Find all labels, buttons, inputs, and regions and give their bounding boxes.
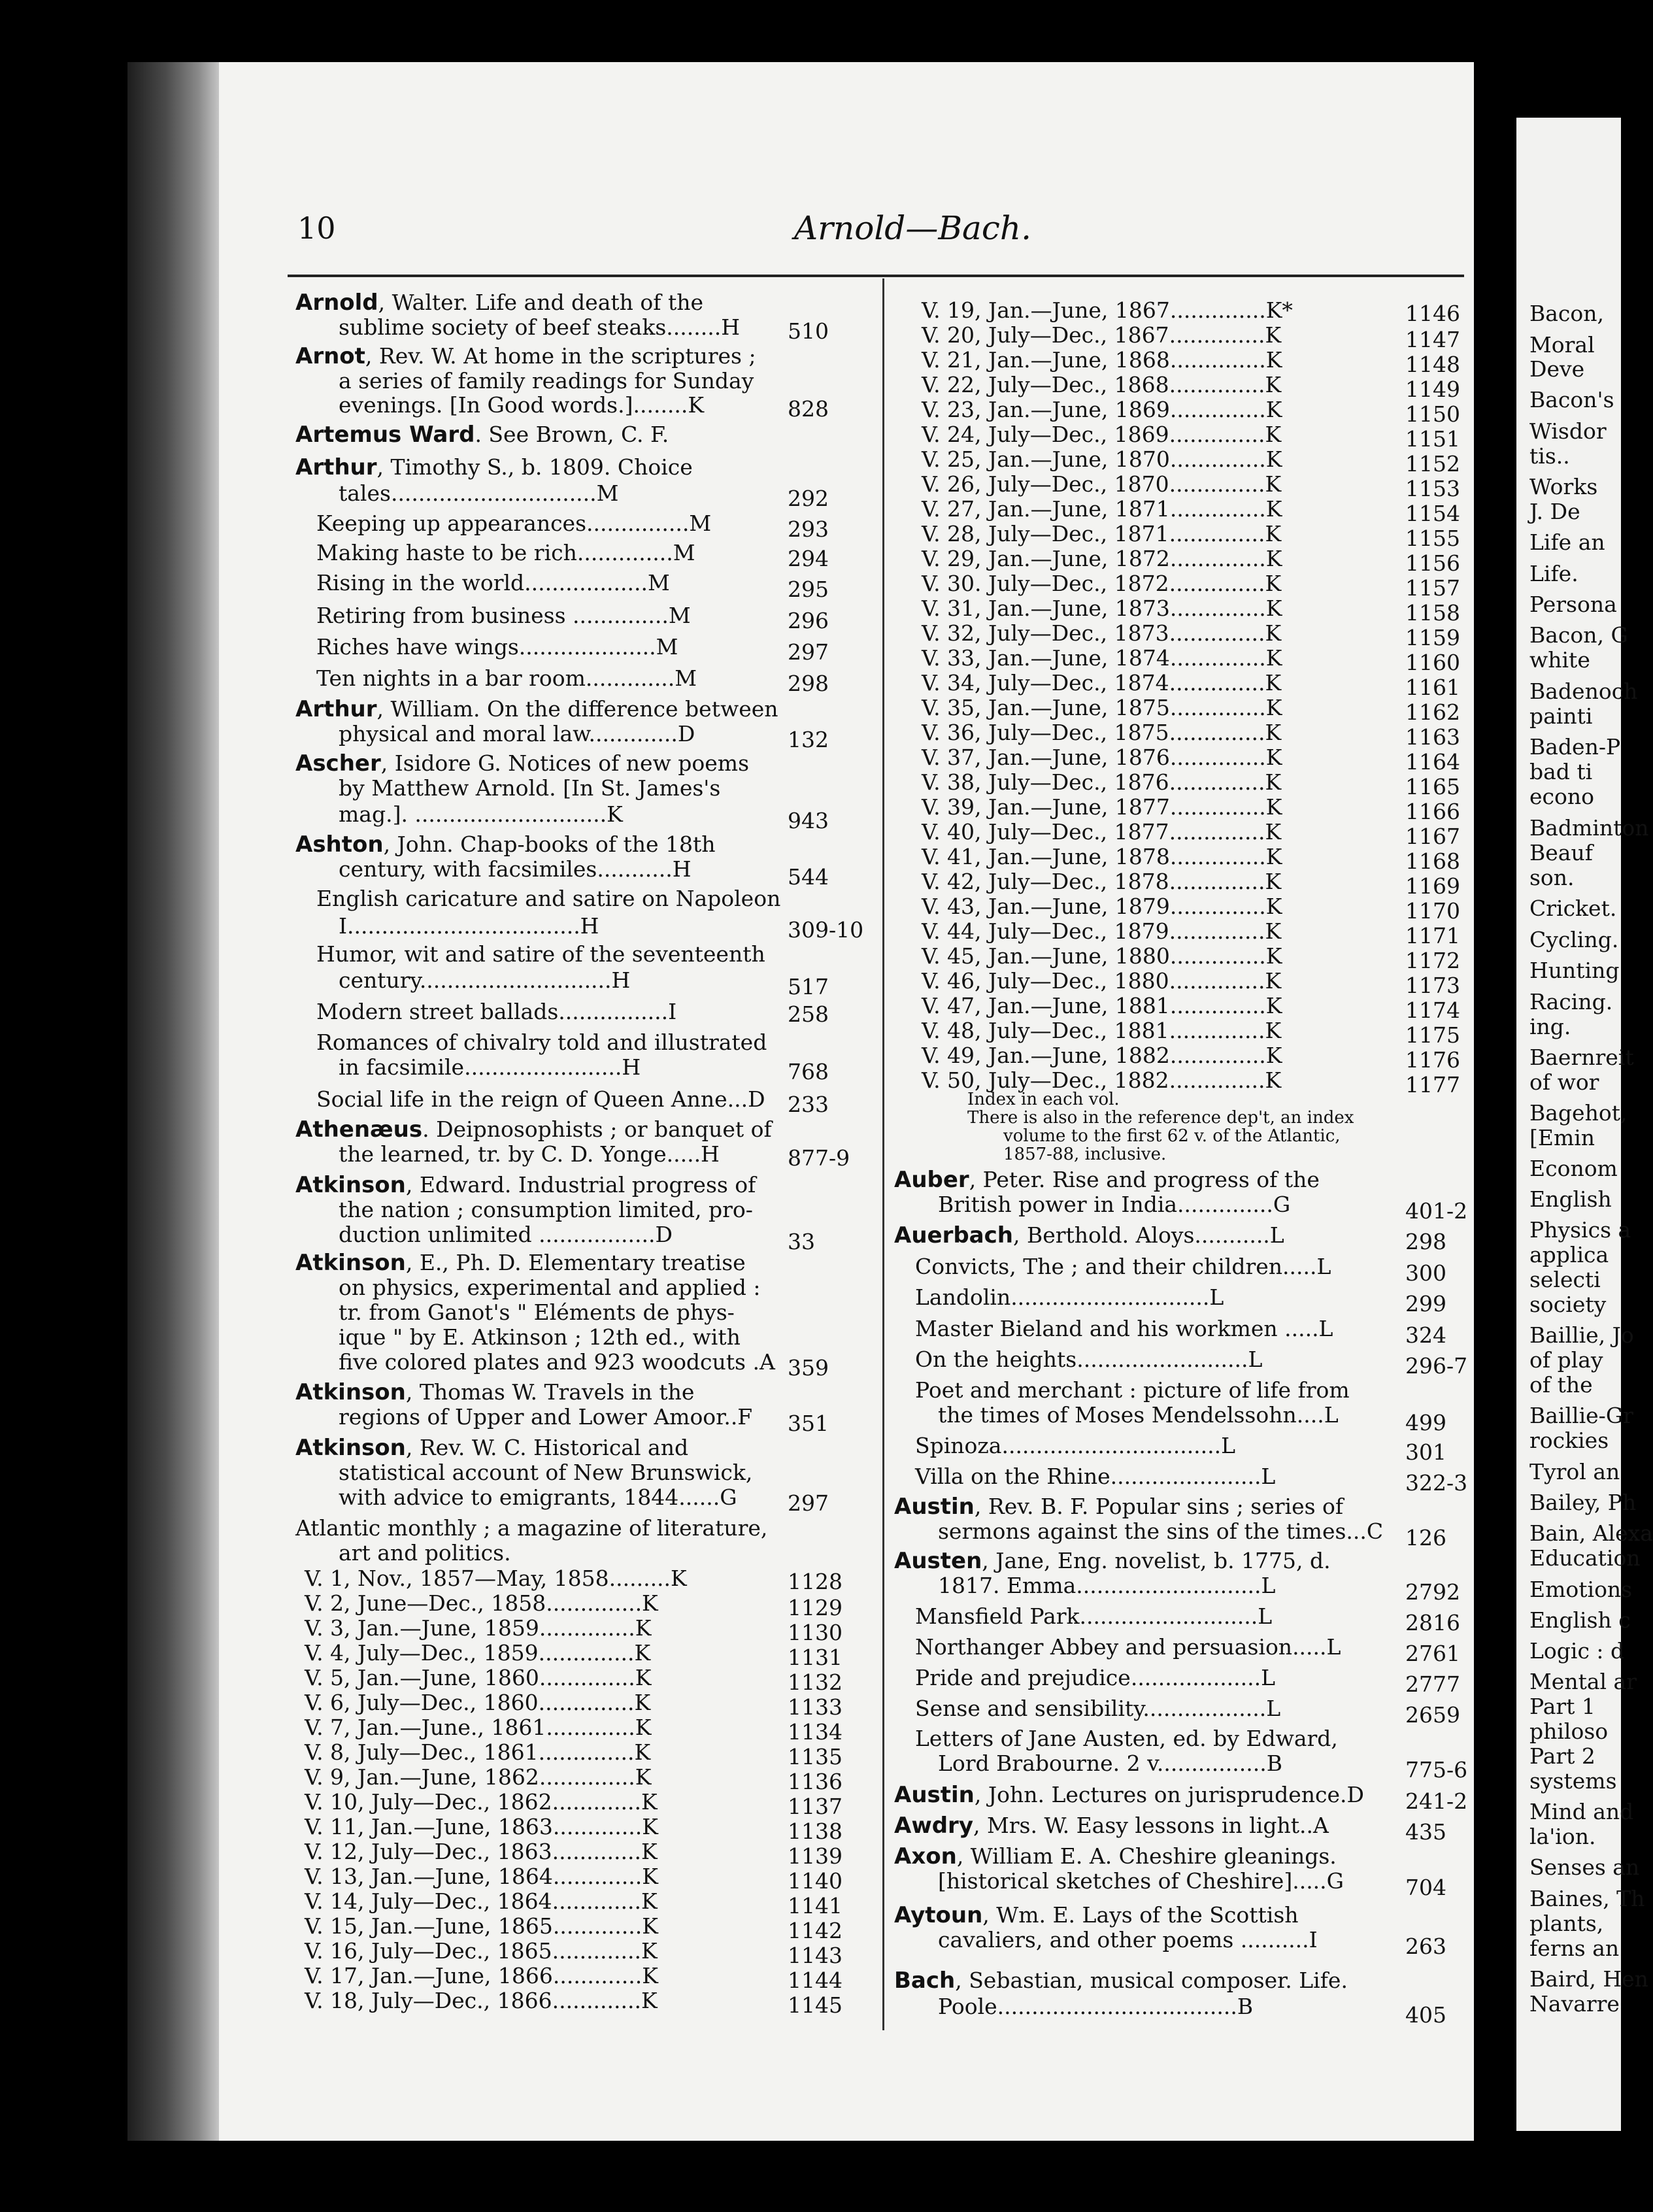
left-entry-line: tr. from Ganot's " Eléments de phys-: [339, 1299, 735, 1325]
left-entry-line: Humor, wit and satire of the seventeenth: [316, 941, 765, 967]
right-note-line: 1857-88, inclusive.: [1003, 1145, 1167, 1164]
next-page-fragment: [1516, 118, 1653, 2131]
right-call-number: 1155: [1405, 526, 1460, 551]
right-entry-line: V. 19, Jan.—June, 1867..............K*: [922, 297, 1293, 323]
next-page-line: Senses an: [1529, 1854, 1640, 1880]
left-entry-line: V. 11, Jan.—June, 1863.............K: [305, 1814, 658, 1839]
right-entry-line: Poole...................................B: [938, 1994, 1254, 2019]
right-entry-line: V. 47, Jan.—June, 1881..............K: [922, 993, 1282, 1018]
right-entry-line: V. 43, Jan.—June, 1879..............K: [922, 894, 1282, 919]
right-entry-line: V. 29, Jan.—June, 1872..............K: [922, 546, 1282, 571]
next-page-line: Baillie-Gr: [1529, 1403, 1633, 1428]
next-page-line: Education: [1529, 1545, 1641, 1571]
next-page-line: Baernreit: [1529, 1045, 1634, 1070]
right-entry-line: V. 27, Jan.—June, 1871..............K: [922, 496, 1282, 522]
left-entry-line: century, with facsimiles...........H: [339, 856, 692, 882]
left-call-number: 233: [788, 1092, 829, 1117]
left-entry-line: V. 15, Jan.—June, 1865.............K: [305, 1913, 658, 1939]
right-call-number: 1176: [1405, 1047, 1460, 1073]
next-page-line: painti: [1529, 703, 1593, 729]
next-page-line: of the: [1529, 1372, 1593, 1398]
right-entry-line: Poet and merchant : picture of life from: [915, 1377, 1350, 1403]
right-call-number: 1150: [1405, 401, 1460, 427]
right-call-number: 301: [1405, 1439, 1446, 1465]
right-entry-line: Aytoun, Wm. E. Lays of the Scottish: [894, 1902, 1299, 1928]
left-call-number: 296: [788, 608, 829, 633]
left-entry-line: sublime society of beef steaks........H: [339, 314, 740, 340]
right-call-number: 298: [1405, 1229, 1446, 1254]
next-page-line: rockies: [1529, 1428, 1609, 1453]
next-page-line: Baird, Hen: [1529, 1966, 1648, 1992]
left-entry-line: tales..............................M: [339, 480, 619, 506]
right-entry-line: V. 45, Jan.—June, 1880..............K: [922, 943, 1282, 969]
right-call-number: 1177: [1405, 1072, 1460, 1098]
next-page-line: Moral: [1529, 332, 1595, 358]
left-call-number: 544: [788, 864, 829, 890]
page-number: 10: [297, 210, 336, 246]
left-entry-line: a series of family readings for Sunday: [339, 368, 754, 394]
right-call-number: 1164: [1405, 749, 1460, 775]
left-entry-line: Artemus Ward. See Brown, C. F.: [295, 422, 669, 448]
right-call-number: 1162: [1405, 699, 1460, 725]
next-page-line: Bailey, Ph: [1529, 1490, 1637, 1515]
right-entry-line: V. 44, July—Dec., 1879..............K: [922, 918, 1282, 944]
left-call-number: 1131: [788, 1645, 843, 1670]
right-entry-line: V. 46, July—Dec., 1880..............K: [922, 968, 1282, 994]
left-call-number: 943: [788, 808, 829, 833]
right-call-number: 2761: [1405, 1641, 1460, 1666]
right-call-number: 775-6: [1405, 1757, 1468, 1783]
right-call-number: 2777: [1405, 1671, 1460, 1697]
right-entry-line: Awdry, Mrs. W. Easy lessons in light..A: [894, 1813, 1329, 1839]
next-page-line: Beauf: [1529, 840, 1593, 865]
next-page-line: Mental ar: [1529, 1669, 1637, 1694]
left-call-number: 351: [788, 1411, 829, 1436]
left-call-number: 877-9: [788, 1145, 850, 1171]
next-page-line: Wisdor: [1529, 418, 1607, 444]
right-entry-line: V. 40, July—Dec., 1877..............K: [922, 819, 1282, 845]
next-page-line: Logic : d: [1529, 1638, 1625, 1664]
left-call-number: 33: [788, 1229, 815, 1254]
left-call-number: 1140: [788, 1868, 843, 1894]
next-page-line: Part 1: [1529, 1694, 1595, 1719]
left-call-number: 1133: [788, 1694, 843, 1720]
left-entry-line: on physics, experimental and applied :: [339, 1275, 761, 1300]
left-entry-line: V. 17, Jan.—June, 1866.............K: [305, 1963, 658, 1988]
next-page-line: [Emin: [1529, 1125, 1595, 1150]
right-entry-line: V. 20, July—Dec., 1867..............K: [922, 322, 1282, 348]
book-edge: [127, 62, 222, 2141]
right-call-number: 296-7: [1405, 1353, 1468, 1379]
left-call-number: 295: [788, 577, 829, 602]
left-entry-line: the nation ; consumption limited, pro-: [339, 1197, 753, 1222]
left-call-number: 1138: [788, 1818, 843, 1844]
left-call-number: 1137: [788, 1794, 843, 1819]
left-entry-line: V. 7, Jan.—June., 1861.............K: [305, 1715, 652, 1740]
right-call-number: 2659: [1405, 1702, 1460, 1728]
next-page-line: Bacon,: [1529, 301, 1605, 326]
right-call-number: 1173: [1405, 973, 1460, 998]
right-call-number: 324: [1405, 1322, 1446, 1348]
left-entry-line: Arnot, Rev. W. At home in the scriptures ;: [295, 343, 756, 369]
left-entry-line: V. 12, July—Dec., 1863.............K: [305, 1839, 658, 1864]
left-entry-line: statistical account of New Brunswick,: [339, 1460, 753, 1485]
left-entry-line: Atkinson, Edward. Industrial progress of: [295, 1172, 756, 1198]
left-entry-line: evenings. [In Good words.]........K: [339, 392, 705, 418]
right-call-number: 1160: [1405, 650, 1460, 675]
right-call-number: 1151: [1405, 426, 1460, 452]
right-call-number: 1169: [1405, 873, 1460, 899]
left-entry-line: Arthur, Timothy S., b. 1809. Choice: [295, 454, 693, 480]
left-entry-line: Atkinson, E., Ph. D. Elementary treatise: [295, 1250, 746, 1276]
left-entry-line: Atlantic monthly ; a magazine of literature,: [295, 1515, 768, 1541]
next-page-line: applica: [1529, 1242, 1609, 1267]
left-call-number: 1145: [788, 1992, 843, 2018]
left-call-number: 1135: [788, 1744, 843, 1769]
next-page-line: Physics a: [1529, 1217, 1631, 1243]
next-page-line: Econom: [1529, 1156, 1618, 1181]
right-entry-line: V. 48, July—Dec., 1881..............K: [922, 1018, 1282, 1043]
right-call-number: 1149: [1405, 377, 1460, 402]
right-call-number: 1171: [1405, 923, 1460, 948]
left-entry-line: Romances of chivalry told and illustrated: [316, 1030, 767, 1055]
left-call-number: 1132: [788, 1669, 843, 1695]
left-call-number: 297: [788, 639, 829, 665]
left-entry-line: Rising in the world..................M: [316, 570, 670, 595]
left-entry-line: by Matthew Arnold. [In St. James's: [339, 775, 721, 801]
right-call-number: 1159: [1405, 625, 1460, 650]
next-page-line: plants,: [1529, 1911, 1604, 1936]
right-entry-line: V. 38, July—Dec., 1876..............K: [922, 769, 1282, 795]
left-call-number: 828: [788, 396, 829, 422]
right-entry-line: V. 33, Jan.—June, 1874..............K: [922, 645, 1282, 671]
left-entry-line: V. 6, July—Dec., 1860..............K: [305, 1690, 651, 1715]
right-entry-line: V. 22, July—Dec., 1868..............K: [922, 372, 1282, 397]
left-call-number: 309-10: [788, 917, 864, 943]
left-call-number: 1139: [788, 1843, 843, 1869]
right-call-number: 263: [1405, 1934, 1446, 1959]
next-page-line: Persona: [1529, 592, 1617, 617]
left-call-number: 298: [788, 671, 829, 696]
next-page-line: ferns an: [1529, 1936, 1620, 1961]
right-entry-line: British power in India..............G: [938, 1192, 1291, 1217]
left-entry-line: Modern street ballads................I: [316, 999, 677, 1024]
left-entry-line: mag.]. ............................K: [339, 801, 623, 827]
right-entry-line: Auerbach, Berthold. Aloys...........L: [894, 1222, 1284, 1248]
next-page-line: tis..: [1529, 443, 1570, 469]
right-call-number: 1174: [1405, 997, 1460, 1023]
left-entry-line: English caricature and satire on Napoleon: [316, 886, 781, 911]
right-entry-line: Spinoza................................L: [915, 1433, 1236, 1458]
left-entry-line: physical and moral law.............D: [339, 721, 695, 746]
right-call-number: 322-3: [1405, 1470, 1468, 1496]
right-entry-line: V. 42, July—Dec., 1878..............K: [922, 869, 1282, 894]
left-call-number: 1128: [788, 1569, 843, 1594]
right-call-number: 1146: [1405, 301, 1460, 326]
right-call-number: 1153: [1405, 476, 1460, 501]
next-page-line: Cricket.: [1529, 896, 1617, 921]
right-call-number: 1148: [1405, 352, 1460, 377]
right-entry-line: V. 36, July—Dec., 1875..............K: [922, 720, 1282, 745]
right-call-number: 2792: [1405, 1579, 1460, 1605]
left-entry-line: Ten nights in a bar room.............M: [316, 665, 697, 691]
left-call-number: 132: [788, 727, 829, 752]
left-entry-line: I..................................H: [339, 913, 599, 939]
next-page-line: ing.: [1529, 1014, 1571, 1039]
left-entry-line: century............................H: [339, 967, 631, 993]
right-entry-line: Auber, Peter. Rise and progress of the: [894, 1167, 1320, 1193]
left-entry-line: Athenæus. Deipnosophists ; or banquet of: [295, 1116, 772, 1143]
right-entry-line: V. 50, July—Dec., 1882..............K: [922, 1067, 1282, 1093]
right-entry-line: V. 25, Jan.—June, 1870..............K: [922, 446, 1282, 472]
next-page-line: econo: [1529, 784, 1594, 809]
next-page-line: society: [1529, 1292, 1607, 1317]
left-entry-line: Social life in the reign of Queen Anne...D: [316, 1086, 765, 1112]
left-call-number: 1144: [788, 1968, 843, 1993]
left-entry-line: V. 16, July—Dec., 1865.............K: [305, 1938, 658, 1964]
left-call-number: 297: [788, 1490, 829, 1516]
right-entry-line: On the heights.........................L: [915, 1347, 1263, 1372]
next-page-line: systems: [1529, 1768, 1617, 1794]
left-call-number: 293: [788, 516, 829, 542]
right-call-number: 1147: [1405, 327, 1460, 352]
next-page-line: English c: [1529, 1607, 1631, 1633]
right-entry-line: Pride and prejudice...................L: [915, 1665, 1276, 1690]
left-entry-line: Arnold, Walter. Life and death of the: [295, 290, 704, 316]
next-page-line: Bacon, G: [1529, 622, 1628, 648]
left-entry-line: V. 3, Jan.—June, 1859..............K: [305, 1615, 652, 1641]
right-entry-line: the times of Moses Mendelssohn....L: [938, 1402, 1339, 1428]
right-entry-line: V. 34, July—Dec., 1874..............K: [922, 670, 1282, 695]
right-entry-line: V. 37, Jan.—June, 1876..............K: [922, 745, 1282, 770]
right-entry-line: V. 49, Jan.—June, 1882..............K: [922, 1043, 1282, 1068]
next-page-line: Bain, Alexa: [1529, 1520, 1653, 1546]
column-divider: [882, 278, 884, 2030]
right-entry-line: Northanger Abbey and persuasion.....L: [915, 1634, 1341, 1660]
next-page-line: Racing.: [1529, 989, 1613, 1014]
right-entry-line: Lord Brabourne. 2 v................B: [938, 1751, 1282, 1776]
next-page-line: philoso: [1529, 1718, 1609, 1744]
right-call-number: 299: [1405, 1291, 1446, 1316]
left-entry-line: Riches have wings....................M: [316, 634, 678, 660]
next-page-line: son.: [1529, 865, 1575, 890]
right-entry-line: V. 41, Jan.—June, 1878..............K: [922, 844, 1282, 869]
page-title: Arnold—Bach.: [794, 209, 1031, 247]
right-call-number: 300: [1405, 1260, 1446, 1286]
right-entry-line: V. 32, July—Dec., 1873..............K: [922, 620, 1282, 646]
left-entry-line: the learned, tr. by C. D. Yonge.....H: [339, 1141, 720, 1167]
right-entry-line: sermons against the sins of the times...C: [938, 1518, 1384, 1544]
next-page-line: Bagehot,: [1529, 1100, 1628, 1126]
next-page-line: J. De: [1529, 499, 1580, 524]
next-page-line: Part 2: [1529, 1743, 1595, 1769]
right-entry-line: Convicts, The ; and their children.....L: [915, 1254, 1331, 1279]
right-entry-line: cavaliers, and other poems ..........I: [938, 1927, 1318, 1952]
next-page-line: Cycling.: [1529, 927, 1619, 952]
left-call-number: 510: [788, 318, 829, 344]
right-entry-line: [historical sketches of Cheshire].....G: [938, 1868, 1344, 1894]
right-call-number: 499: [1405, 1410, 1446, 1435]
left-entry-line: art and politics.: [339, 1540, 511, 1566]
left-entry-line: V. 5, Jan.—June, 1860..............K: [305, 1665, 652, 1690]
right-entry-line: Austin, John. Lectures on jurisprudence.D: [894, 1782, 1364, 1808]
right-entry-line: V. 35, Jan.—June, 1875..............K: [922, 695, 1282, 720]
left-call-number: 1142: [788, 1918, 843, 1943]
left-entry-line: V. 8, July—Dec., 1861..............K: [305, 1739, 651, 1765]
right-call-number: 1157: [1405, 575, 1460, 601]
right-entry-line: Sense and sensibility..................L: [915, 1696, 1281, 1721]
next-page-line: bad ti: [1529, 759, 1593, 784]
right-call-number: 1158: [1405, 600, 1460, 626]
left-entry-line: V. 9, Jan.—June, 1862..............K: [305, 1764, 652, 1790]
right-call-number: 1156: [1405, 550, 1460, 576]
right-call-number: 1168: [1405, 848, 1460, 874]
left-entry-line: V. 4, July—Dec., 1859..............K: [305, 1640, 651, 1666]
right-call-number: 401-2: [1405, 1198, 1468, 1224]
right-call-number: 1165: [1405, 774, 1460, 799]
next-page-line: Hunting: [1529, 958, 1620, 983]
right-call-number: 2816: [1405, 1610, 1460, 1635]
next-page-line: white: [1529, 647, 1590, 673]
left-call-number: 1130: [788, 1620, 843, 1645]
right-call-number: 435: [1405, 1819, 1446, 1845]
header-rule: [288, 275, 1464, 277]
right-entry-line: Landolin.............................L: [915, 1284, 1224, 1310]
left-entry-line: Atkinson, Rev. W. C. Historical and: [295, 1435, 689, 1461]
next-page-line: of wor: [1529, 1069, 1599, 1095]
right-entry-line: V. 23, Jan.—June, 1869..............K: [922, 397, 1282, 422]
next-page-line: Life an: [1529, 529, 1605, 555]
next-page-line: selecti: [1529, 1267, 1601, 1292]
right-note-line: Index in each vol.: [967, 1090, 1120, 1109]
left-call-number: 1136: [788, 1769, 843, 1794]
next-page-line: English: [1529, 1186, 1612, 1212]
next-page-line: Baines, Th: [1529, 1886, 1645, 1911]
left-call-number: 359: [788, 1355, 829, 1381]
next-page-line: Emotions: [1529, 1577, 1633, 1602]
right-entry-line: Villa on the Rhine......................L: [915, 1464, 1276, 1489]
left-entry-line: Atkinson, Thomas W. Travels in the: [295, 1379, 695, 1405]
right-entry-line: Axon, William E. A. Cheshire gleanings.: [894, 1843, 1337, 1869]
left-entry-line: five colored plates and 923 woodcuts .A: [339, 1349, 775, 1375]
right-call-number: 126: [1405, 1525, 1446, 1550]
left-call-number: 1134: [788, 1719, 843, 1745]
right-call-number: 1167: [1405, 824, 1460, 849]
left-call-number: 292: [788, 486, 829, 511]
next-page-line: Navarre: [1529, 1991, 1620, 2017]
left-entry-line: V. 10, July—Dec., 1862.............K: [305, 1789, 658, 1815]
left-call-number: 1141: [788, 1893, 843, 1919]
right-call-number: 1172: [1405, 948, 1460, 973]
right-call-number: 1170: [1405, 898, 1460, 924]
left-call-number: 517: [788, 974, 829, 999]
left-call-number: 258: [788, 1001, 829, 1027]
left-entry-line: duction unlimited .................D: [339, 1222, 673, 1247]
left-entry-line: Making haste to be rich..............M: [316, 540, 695, 565]
next-page-line: Deve: [1529, 356, 1585, 382]
left-entry-line: V. 13, Jan.—June, 1864.............K: [305, 1864, 658, 1889]
next-page-line: la'ion.: [1529, 1824, 1596, 1849]
left-call-number: 768: [788, 1059, 829, 1084]
left-entry-line: Ascher, Isidore G. Notices of new poems: [295, 750, 750, 777]
next-page-line: Badenoch: [1529, 679, 1638, 704]
right-call-number: 1154: [1405, 501, 1460, 526]
next-page-line: Life.: [1529, 561, 1578, 586]
next-page-line: of play: [1529, 1347, 1603, 1373]
next-page-line: Mind and: [1529, 1799, 1634, 1824]
right-entry-line: V. 28, July—Dec., 1871..............K: [922, 521, 1282, 546]
right-entry-line: V. 21, Jan.—June, 1868..............K: [922, 347, 1282, 373]
right-call-number: 1166: [1405, 799, 1460, 824]
right-entry-line: V. 26, July—Dec., 1870..............K: [922, 471, 1282, 497]
right-call-number: 1163: [1405, 724, 1460, 750]
right-call-number: 704: [1405, 1875, 1446, 1900]
right-call-number: 1175: [1405, 1022, 1460, 1048]
left-entry-line: with advice to emigrants, 1844......G: [339, 1484, 737, 1510]
left-entry-line: V. 14, July—Dec., 1864.............K: [305, 1888, 658, 1914]
next-page-line: Baillie, Jo: [1529, 1322, 1634, 1348]
right-entry-line: Letters of Jane Austen, ed. by Edward,: [915, 1726, 1338, 1751]
right-note-line: There is also in the reference dep't, an index: [967, 1108, 1354, 1128]
left-call-number: 1143: [788, 1943, 843, 1968]
right-entry-line: V. 39, Jan.—June, 1877..............K: [922, 794, 1282, 820]
right-entry-line: V. 31, Jan.—June, 1873..............K: [922, 595, 1282, 621]
left-entry-line: Ashton, John. Chap-books of the 18th: [295, 831, 716, 858]
right-entry-line: Master Bieland and his workmen .....L: [915, 1316, 1333, 1341]
right-entry-line: Austen, Jane, Eng. novelist, b. 1775, d.: [894, 1548, 1331, 1574]
next-page-line: Bacon's: [1529, 387, 1614, 412]
left-entry-line: regions of Upper and Lower Amoor..F: [339, 1404, 753, 1430]
right-entry-line: Mansfield Park..........................L: [915, 1603, 1273, 1629]
right-entry-line: 1817. Emma...........................L: [938, 1573, 1276, 1598]
right-entry-line: V. 24, July—Dec., 1869..............K: [922, 422, 1282, 447]
right-call-number: 241-2: [1405, 1788, 1468, 1814]
next-page-line: Works: [1529, 474, 1598, 499]
right-entry-line: V. 30. July—Dec., 1872..............K: [922, 571, 1282, 596]
next-page-line: Tyrol an: [1529, 1459, 1620, 1484]
left-entry-line: V. 1, Nov., 1857—May, 1858.........K: [305, 1566, 687, 1591]
left-call-number: 1129: [788, 1595, 843, 1620]
left-entry-line: V. 2, June—Dec., 1858..............K: [305, 1590, 658, 1616]
left-call-number: 294: [788, 546, 829, 571]
left-entry-line: ique " by E. Atkinson ; 12th ed., with: [339, 1324, 741, 1350]
left-entry-line: Retiring from business ..............M: [316, 603, 691, 628]
left-entry-line: in facsimile.......................H: [339, 1054, 641, 1080]
right-note-line: volume to the first 62 v. of the Atlantic,: [1003, 1126, 1341, 1146]
left-entry-line: Arthur, William. On the difference between: [295, 696, 778, 722]
right-call-number: 405: [1405, 2002, 1446, 2028]
right-entry-line: Bach, Sebastian, musical composer. Life.: [894, 1968, 1348, 1994]
right-call-number: 1152: [1405, 451, 1460, 477]
right-entry-line: Austin, Rev. B. F. Popular sins ; series of: [894, 1494, 1344, 1520]
next-page-line: Badminton: [1529, 815, 1649, 841]
right-call-number: 1161: [1405, 675, 1460, 700]
next-page-line: Baden-P: [1529, 734, 1621, 760]
left-entry-line: Keeping up appearances...............M: [316, 511, 712, 536]
left-entry-line: V. 18, July—Dec., 1866.............K: [305, 1988, 658, 2013]
